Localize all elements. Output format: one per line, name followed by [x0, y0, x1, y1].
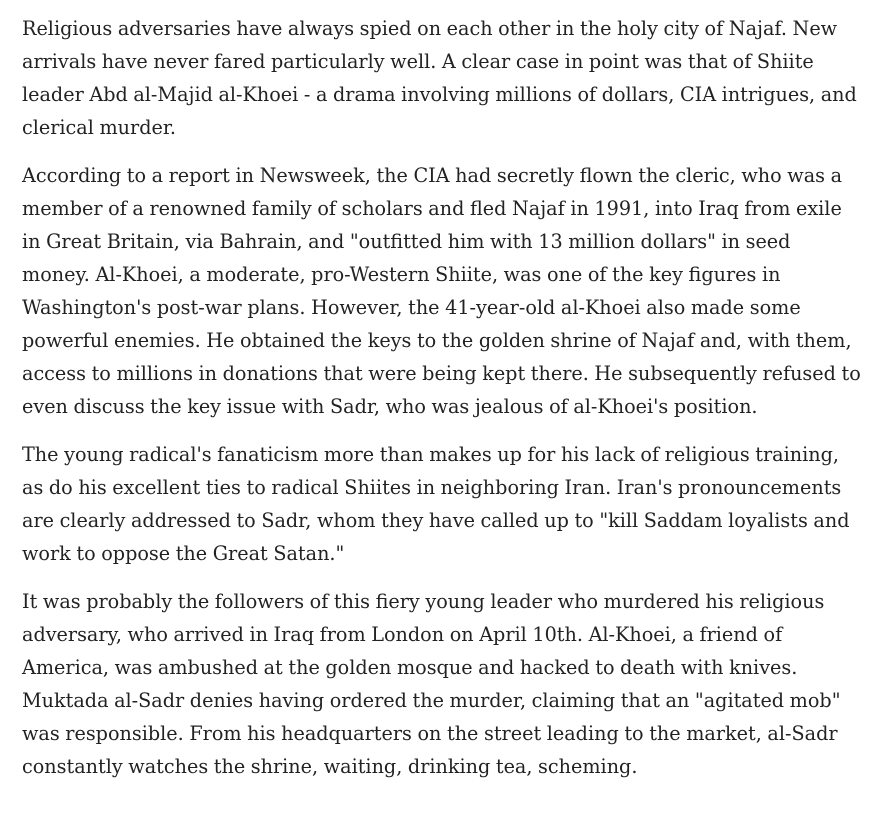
article-paragraph-4: It was probably the followers of this fiery young leader who murdered his religious adversary, who arrived in Iraq from London on April 10th. Al-Khoei, a friend of America, was ambushed at the golden mosque and hacked to death with knives. Muktada al-Sadr denies having ordered the murder, claiming that an "agitated mob" was responsible. From his headquarters on the street leading to the market, al-Sadr constantly watches the shrine, waiting, drinking tea, scheming.	[22, 590, 841, 778]
article-paragraph-2: According to a report in Newsweek, the CIA had secretly flown the cleric, who was a member of a renowned family of scholars and fled Najaf in 1991, into Iraq from exile in Great Britain, via Bahrain, and "outfitted him with 13 million dollars" in seed money. Al-Khoei, a moderate, pro-Western Shiite, was one of the key figures in Washington's post-war plans. However, the 41-year-old al-Khoei also made some powerful enemies. He obtained the keys to the golden shrine of Najaf and, with them, access to millions in donations that were being kept there. He subsequently refused to even discuss the key issue with Sadr, who was jealous of al-Khoei's position.	[22, 164, 861, 418]
article-paragraph-1: Religious adversaries have always spied on each other in the holy city of Najaf. New arrivals have never fared particularly well. A clear case in point was that of Shiite leader Abd al-Majid al-Khoei - a drama involving millions of dollars, CIA intrigues, and clerical murder.	[22, 17, 857, 139]
article-body	[22, 12, 862, 783]
article-paragraph-3: The young radical's fanaticism more than makes up for his lack of religious training, as do his excellent ties to radical Shiites in neighboring Iran. Iran's pronouncements are clearly addressed to Sadr, whom they have called up to "kill Saddam loyalists and work to oppose the Great Satan."	[22, 443, 850, 565]
